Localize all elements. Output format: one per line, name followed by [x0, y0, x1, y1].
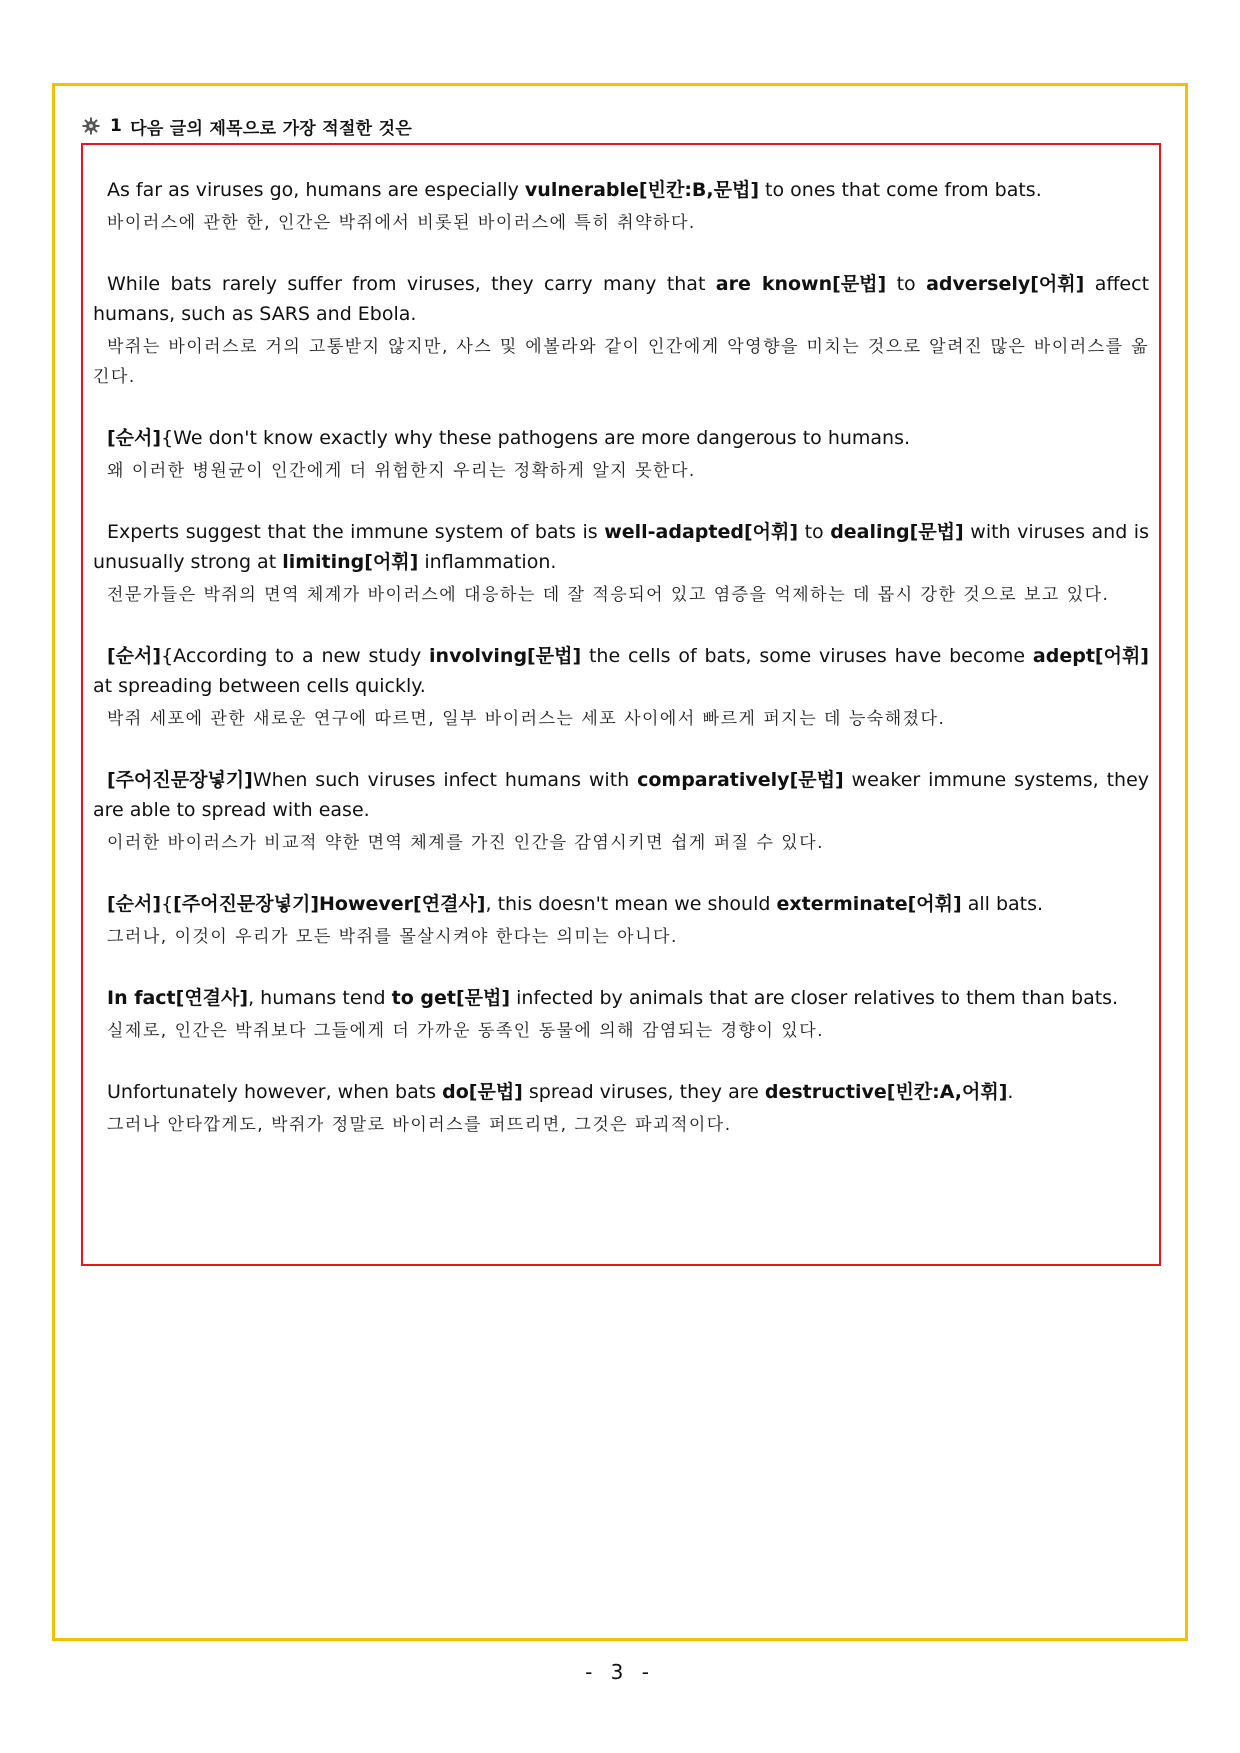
annotated-term: adversely[어휘]	[926, 273, 1085, 295]
question-number: 1	[110, 116, 123, 136]
english-sentence	[93, 423, 1149, 453]
sentence-text: the cells of bats, some viruses have become	[581, 645, 1033, 667]
sentence-pair	[93, 889, 1149, 952]
sentence-pair	[93, 1077, 1149, 1140]
sentence-text: to ones that come from bats.	[759, 179, 1042, 201]
korean-translation: 그러나, 이것이 우리가 모든 박쥐를 몰살시켜야 한다는 의미는 아니다.	[107, 927, 678, 947]
korean-translation: 왜 이러한 병원균이 인간에게 더 위험한지 우리는 정확하게 알지 못한다.	[107, 461, 696, 481]
sentence-text: to	[798, 521, 831, 543]
annotated-term: [순서]	[107, 893, 162, 915]
korean-translation: 박쥐 세포에 관한 새로운 연구에 따르면, 일부 바이러스는 세포 사이에서 빠르게 퍼지는 데 능숙해졌다.	[107, 709, 946, 729]
sentence-pair	[93, 423, 1149, 486]
sentence-text: Experts suggest that the immune system of bats is	[107, 521, 605, 543]
english-sentence	[93, 889, 1149, 919]
annotated-term: involving[문법]	[429, 645, 582, 667]
sentence-text: When such viruses infect humans with	[252, 769, 638, 791]
english-sentence	[93, 641, 1149, 701]
annotated-term: [순서]	[107, 645, 162, 667]
sentence-text: {	[161, 893, 174, 915]
question-header	[82, 112, 412, 140]
annotated-term: vulnerable[빈칸:B,문법]	[524, 179, 760, 201]
sentence-text: affect humans, such as SARS and Ebola.	[93, 273, 1150, 325]
sentence-text: As far as viruses go, humans are especially	[107, 179, 525, 201]
sentence-text: While bats rarely suffer from viruses, they carry many that	[107, 273, 716, 295]
passage-box	[81, 143, 1161, 1266]
annotated-term: destructive[빈칸:A,어휘]	[764, 1081, 1008, 1103]
sentence-text: infected by animals that are closer relatives to them than bats.	[510, 987, 1119, 1009]
sentence-text: {We don't know exactly why these pathogens are more dangerous to humans.	[161, 427, 911, 449]
sentence-text: to	[886, 273, 927, 295]
korean-translation: 이러한 바이러스가 비교적 약한 면역 체계를 가진 인간을 감염시키면 쉽게 퍼질 수 있다.	[107, 833, 825, 853]
sentence-pair	[93, 517, 1149, 610]
annotated-term: well-adapted[어휘]	[604, 521, 799, 543]
annotated-term: In fact[연결사]	[107, 987, 249, 1009]
sentence-pair	[93, 175, 1149, 238]
korean-translation: 그러나 안타깝게도, 박쥐가 정말로 바이러스를 퍼뜨리면, 그것은 파괴적이다.	[107, 1115, 732, 1135]
korean-translation: 실제로, 인간은 박쥐보다 그들에게 더 가까운 동족인 동물에 의해 감염되는 경향이 있다.	[107, 1021, 825, 1041]
english-sentence	[93, 175, 1149, 205]
sentence-text: {According to a new study	[161, 645, 430, 667]
annotated-term: exterminate[어휘]	[776, 893, 962, 915]
sentence-text: Unfortunately however, when bats	[107, 1081, 443, 1103]
annotated-term: [주어진문장넣기]	[107, 769, 253, 791]
korean-translation: 전문가들은 박쥐의 면역 체계가 바이러스에 대응하는 데 잘 적응되어 있고 염증을 억제하는 데 몹시 강한 것으로 보고 있다.	[107, 585, 1110, 605]
sentence-text: all bats.	[961, 893, 1044, 915]
annotated-term: limiting[어휘]	[282, 551, 419, 573]
english-sentence	[93, 983, 1149, 1013]
annotated-term: [순서]	[107, 427, 162, 449]
sentence-text: weaker immune systems, they are able to spread with ease.	[93, 769, 1149, 821]
sentence-text: , this doesn't mean we should	[485, 893, 777, 915]
annotated-term: are known[문법]	[715, 273, 887, 295]
sentence-pair	[93, 765, 1149, 858]
annotated-term: comparatively[문법]	[637, 769, 844, 791]
english-sentence	[93, 765, 1149, 825]
sentence-pair	[93, 269, 1149, 392]
annotated-term: adept[어휘]	[1032, 645, 1149, 667]
annotated-term: do[문법]	[442, 1081, 523, 1103]
english-sentence	[93, 269, 1149, 329]
sentence-text: at spreading between cells quickly.	[93, 675, 426, 697]
sentence-pair	[93, 641, 1149, 734]
sentence-text: with viruses and is unusually strong at	[93, 521, 1149, 573]
korean-translation: 바이러스에 관한 한, 인간은 박쥐에서 비롯된 바이러스에 특히 취약하다.	[107, 213, 696, 233]
question-title: 다음 글의 제목으로 가장 적절한 것은	[130, 118, 413, 139]
annotated-term: dealing[문법]	[830, 521, 964, 543]
annotated-term: [주어진문장넣기]However[연결사]	[173, 893, 486, 915]
sentence-text: spread viruses, they are	[522, 1081, 765, 1103]
page-number: - 3 -	[585, 1660, 655, 1684]
korean-translation: 박쥐는 바이러스로 거의 고통받지 않지만, 사스 및 에볼라와 같이 인간에게 악영향을 미치는 것으로 알려진 많은 바이러스를 옮긴다.	[93, 337, 1149, 387]
annotated-term: to get[문법]	[391, 987, 511, 1009]
english-sentence	[93, 517, 1149, 577]
sentence-text: .	[1007, 1081, 1014, 1103]
english-sentence	[93, 1077, 1149, 1107]
sentence-text: , humans tend	[248, 987, 392, 1009]
sentence-text: inflammation.	[418, 551, 557, 573]
sentence-pair	[93, 983, 1149, 1046]
gear-bullet-icon	[82, 117, 100, 135]
